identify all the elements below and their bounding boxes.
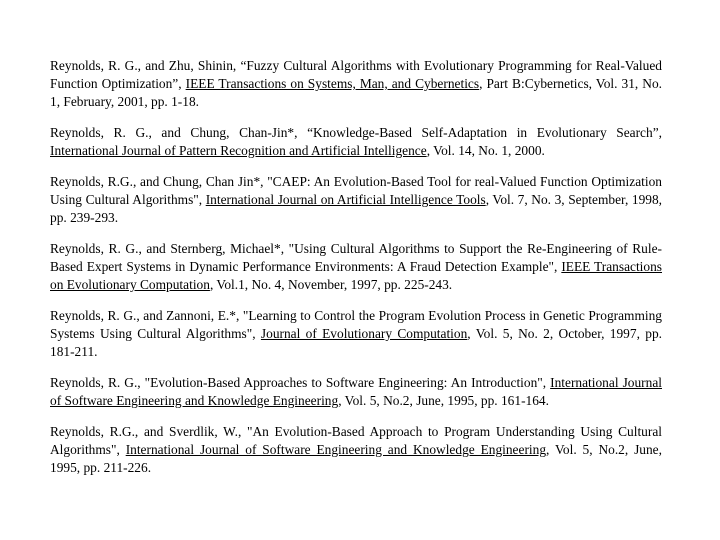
reference-venue: International Journal on Artificial Intelligence Tools	[205, 192, 486, 207]
reference-entry	[50, 307, 662, 361]
reference-details: , Vol. 5, No.2, June, 1995, pp. 161-164.	[338, 393, 549, 408]
reference-venue: International Journal of Pattern Recognition and Artificial Intelligence	[50, 143, 427, 158]
reference-authors-title: Reynolds, R. G., and Chung, Chan-Jin*, “Knowledge-Based Self-Adaptation in Evolutionary Search”,	[50, 125, 662, 140]
reference-authors-title: Reynolds, R.G., and Chung, Chan Jin*, "CAEP: An Evolution-Based Tool for real-Valued Function Optimization Using Cultural Algorithms",	[50, 174, 662, 207]
reference-authors-title: Reynolds, R. G., and Sternberg, Michael*, "Using Cultural Algorithms to Support the Re-Engineering of Rule-Based Expert Systems in Dynamic Performance Environments: A Fraud Detection Example",	[50, 241, 662, 274]
reference-authors-title: Reynolds, R. G., and Zhu, Shinin, “Fuzzy Cultural Algorithms with Evolutionary Programming for Real-Valued Function Optimization”,	[50, 58, 662, 91]
reference-authors-title: Reynolds, R.G., and Sverdlik, W., "An Evolution-Based Approach to Program Understanding Using Cultural Algorithms",	[50, 424, 662, 457]
reference-venue: International Journal of Software Engineering and Knowledge Engineering	[50, 375, 662, 408]
reference-venue: IEEE Transactions on Evolutionary Computation	[50, 259, 662, 292]
reference-entry	[50, 423, 662, 477]
reference-venue: International Journal of Software Engineering and Knowledge Engineering	[125, 442, 547, 457]
reference-details: , Part B:Cybernetics, Vol. 31, No. 1, February, 2001, pp. 1-18.	[50, 76, 663, 109]
reference-authors-title: Reynolds, R. G., "Evolution-Based Approaches to Software Engineering: An Introduction",	[50, 375, 551, 390]
reference-details: , Vol. 5, No.2, June, 1995, pp. 211-226.	[50, 442, 662, 475]
reference-list	[50, 57, 662, 490]
reference-entry	[50, 374, 662, 410]
reference-entry	[50, 57, 662, 111]
reference-authors-title: Reynolds, R. G., and Zannoni, E.*, "Learning to Control the Program Evolution Process in Genetic Programming Systems Using Cultural Algorithms",	[50, 308, 662, 341]
reference-entry	[50, 124, 662, 160]
reference-entry	[50, 240, 662, 294]
reference-entry	[50, 173, 662, 227]
reference-details: , Vol. 7, No. 3, September, 1998, pp. 239-293.	[50, 192, 663, 225]
reference-details: , Vol. 14, No. 1, 2000.	[426, 143, 545, 158]
reference-details: , Vol.1, No. 4, November, 1997, pp. 225-243.	[209, 277, 453, 292]
reference-venue: Journal of Evolutionary Computation	[260, 326, 468, 341]
reference-venue: IEEE Transactions on Systems, Man, and Cybernetics	[185, 76, 480, 91]
reference-details: , Vol. 5, No. 2, October, 1997, pp. 181-211.	[50, 326, 662, 359]
